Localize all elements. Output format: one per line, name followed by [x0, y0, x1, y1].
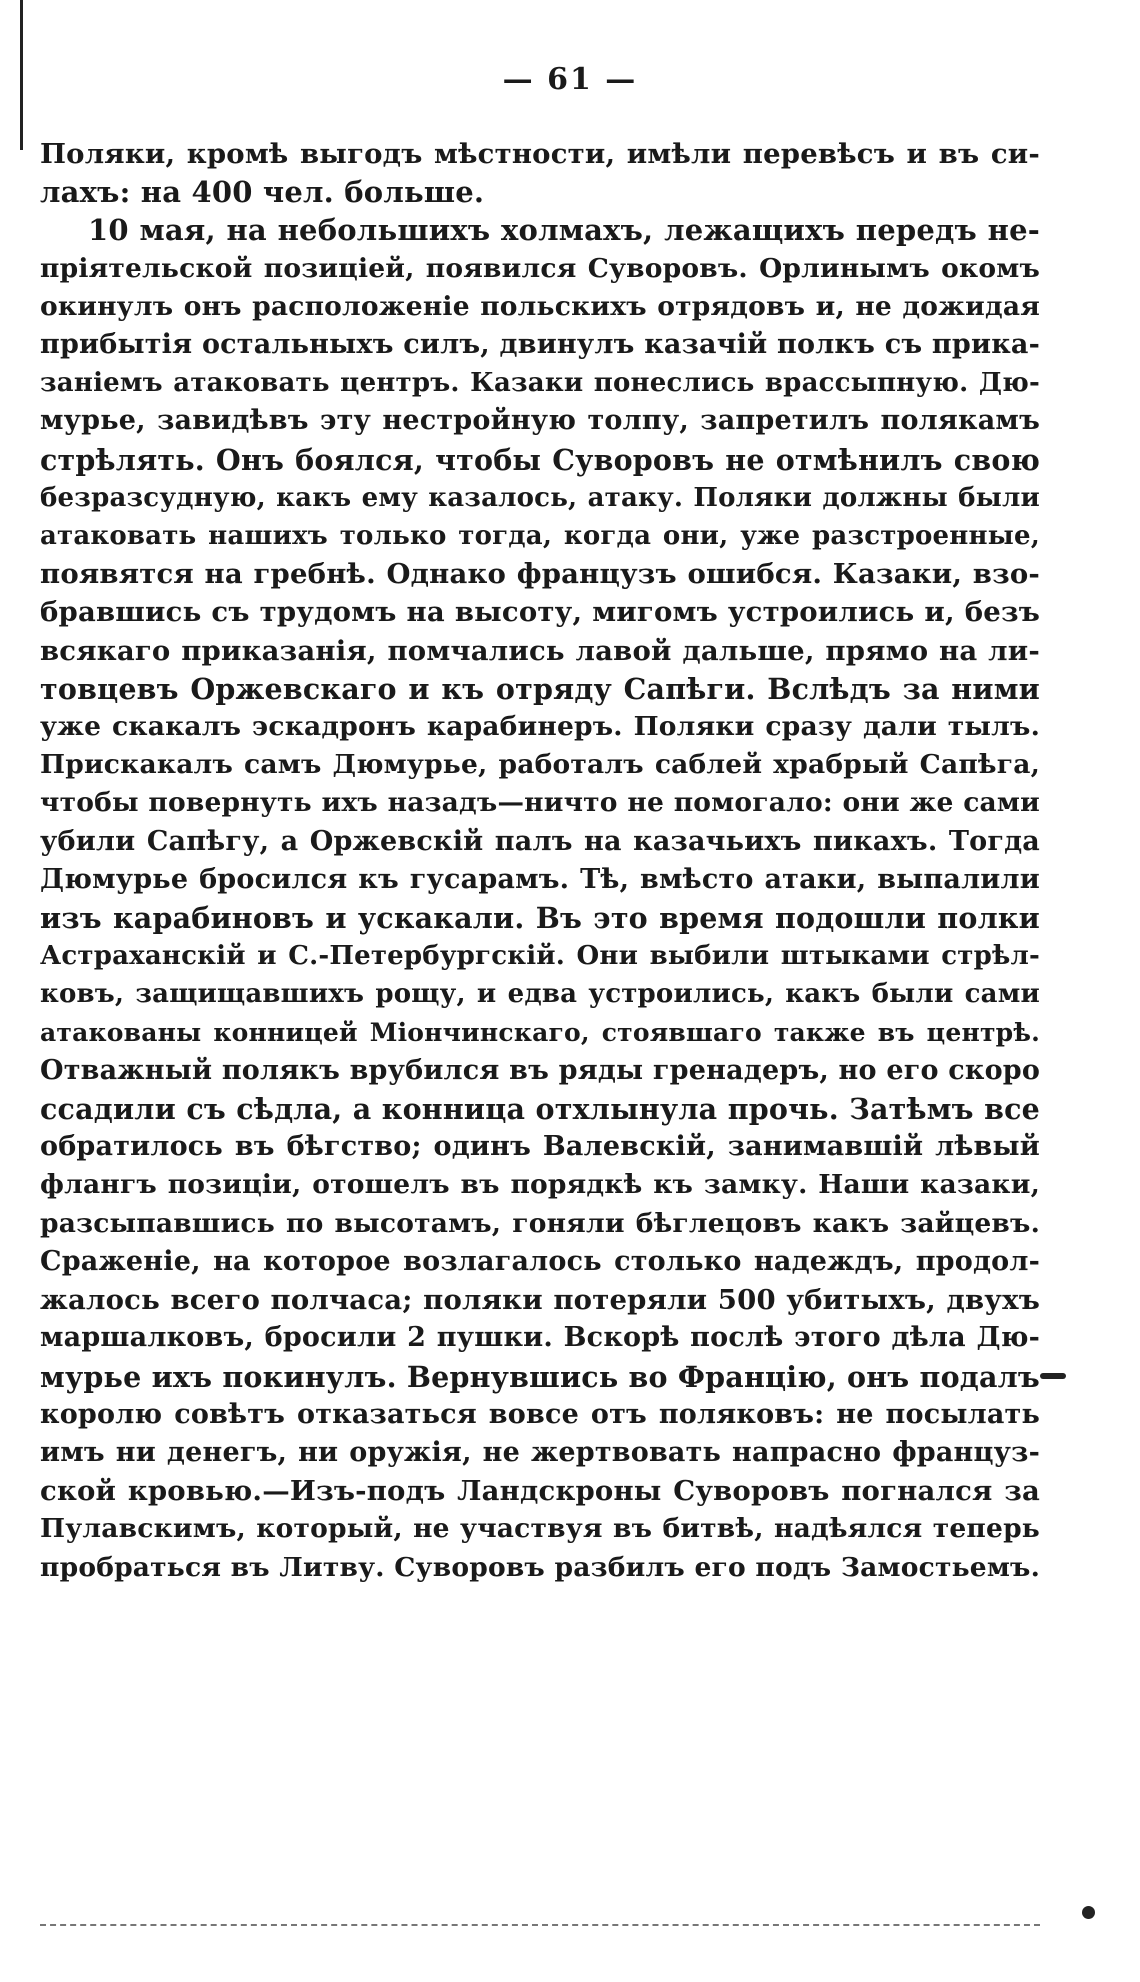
text-line: маршалковъ, бросили 2 пушки. Вскорѣ послѣ этого дѣла Дю-	[40, 1322, 1040, 1354]
text-line: Дюмурье бросился къ гусарамъ. Тѣ, вмѣсто атаки, выпалили	[40, 863, 1040, 895]
text-line: флангъ позиціи, отошелъ въ порядкѣ къ замку. Наши казаки,	[40, 1169, 1040, 1201]
text-line: заніемъ атаковать центръ. Казаки понеслись врассыпную. Дю-	[40, 368, 1040, 399]
text-line: всякаго приказанія, помчались лавой дальше, прямо на ли-	[40, 634, 1040, 667]
text-line: имъ ни денегъ, ни оружія, не жертвовать напрасно француз-	[40, 1436, 1040, 1468]
text-line: лахъ: на 400 чел. больше.	[40, 175, 485, 210]
text-line: мурье, завидѣвъ эту нестройную толпу, запретилъ полякамъ	[40, 405, 1040, 437]
text-line: чтобы повернуть ихъ назадъ—ничто не помогало: они же сами	[40, 787, 1040, 819]
text-line: Поляки, кромѣ выгодъ мѣстности, имѣли перевѣсъ и въ си-	[40, 138, 1040, 170]
text-line: ковъ, защищавшихъ рощу, и едва устроились, какъ были сами	[40, 979, 1040, 1010]
text-line: мурье ихъ покинулъ. Вернувшись во Францію, онъ подалъ	[40, 1359, 1040, 1394]
text-line: королю совѣтъ отказаться вовсе отъ поляковъ: не посылать	[40, 1398, 1040, 1430]
text-line: ской кровью.—Изъ-подъ Ландскроны Суворовъ погнался за	[40, 1475, 1040, 1508]
text-line: Отважный полякъ врубился въ ряды гренадеръ, но его скоро	[40, 1054, 1041, 1086]
text-line: прибытія остальныхъ силъ, двинулъ казачій полкъ съ прика-	[40, 329, 1040, 361]
text-line: изъ карабиновъ и ускакали. Въ это время подошли полки	[40, 901, 1040, 936]
text-line: товцевъ Оржевскаго и къ отряду Сапѣги. Вслѣдъ за ними	[40, 671, 1040, 706]
text-line: атакованы конницей Міончинскаго, стоявшаго также въ центрѣ.	[40, 1017, 1040, 1047]
body-text	[40, 135, 1040, 1587]
text-line: разсыпавшись по высотамъ, гоняли бѣглецовъ какъ зайцевъ.	[40, 1207, 1040, 1239]
ink-mark	[1040, 1373, 1066, 1379]
bottom-rule	[40, 1924, 1040, 1926]
text-line: Сраженіе, на которое возлагалось столько надеждъ, продол-	[40, 1245, 1040, 1277]
text-line: окинулъ онъ расположеніе польскихъ отрядовъ и, не дожидая	[40, 290, 1040, 322]
text-line: жалось всего полчаса; поляки потеряли 500 убитыхъ, двухъ	[40, 1284, 1040, 1317]
ink-dot	[1082, 1906, 1095, 1919]
text-line: Астраханскій и С.-Петербургскій. Они выбили штыками стрѣл-	[40, 941, 1040, 972]
page-number: — 61 —	[502, 62, 638, 97]
text-line: появятся на гребнѣ. Однако французъ ошибся. Казаки, взо-	[40, 558, 1040, 591]
text-line: безразсудную, какъ ему казалось, атаку. Поляки должны были	[40, 482, 1040, 513]
text-line: убили Сапѣгу, а Оржевскій палъ на казачьихъ пикахъ. Тогда	[40, 825, 1040, 857]
text-line: обратилось въ бѣгство; одинъ Валевскій, занимавшій лѣвый	[40, 1131, 1040, 1163]
text-line: стрѣлять. Онъ боялся, чтобы Суворовъ не отмѣнилъ свою	[40, 442, 1040, 477]
text-line: уже скакалъ эскадронъ карабинеръ. Поляки сразу дали тылъ.	[40, 711, 1040, 743]
text-line: ссадили съ сѣдла, а конница отхлынула прочь. Затѣмъ все	[40, 1092, 1040, 1127]
text-line: бравшись съ трудомъ на высоту, мигомъ устроились и, безъ	[40, 596, 1040, 629]
text-line: 10 мая, на небольшихъ холмахъ, лежащихъ передъ не-	[88, 213, 1040, 248]
text-line: Прискакалъ самъ Дюмурье, работалъ саблей храбрый Сапѣга,	[40, 749, 1040, 781]
text-line: атаковать нашихъ только тогда, когда они, уже разстроенные,	[40, 521, 1040, 552]
text-line: пріятельской позиціей, появился Суворовъ. Орлинымъ окомъ	[40, 252, 1040, 284]
text-line: Пулавскимъ, который, не участвуя въ битвѣ, надѣялся теперь	[40, 1513, 1040, 1545]
text-line: пробраться въ Литву. Суворовъ разбилъ его подъ Замостьемъ.	[40, 1551, 1040, 1583]
